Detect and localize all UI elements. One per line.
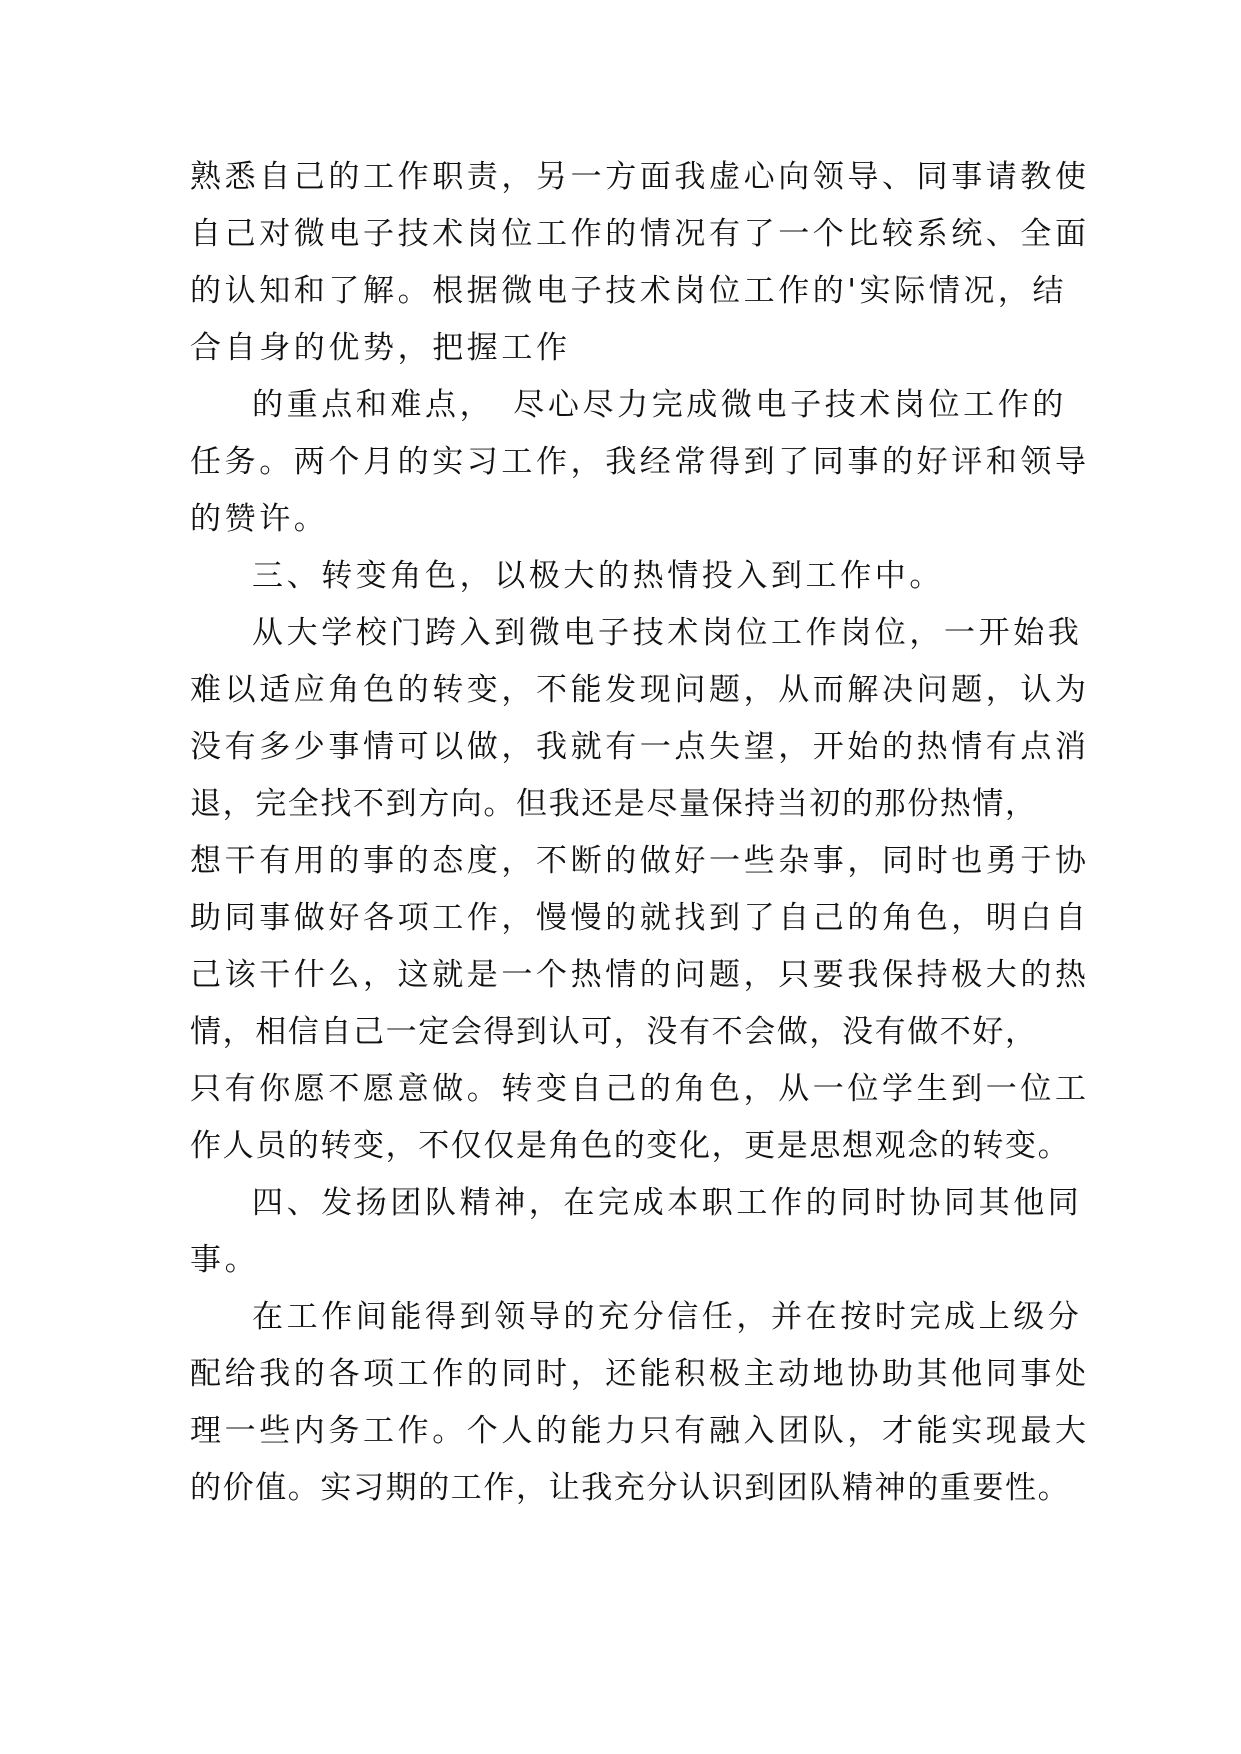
paragraph-line: 在工作间能得到领导的充分信任，并在按时完成上级分 [252, 1299, 1083, 1335]
body-text-line: 的认知和了解。根据微电子技术岗位工作的'实际情况，结 [190, 273, 1068, 309]
body-text-line: 退，完全找不到方向。但我还是尽量保持当初的那份热情， [190, 786, 1038, 822]
body-text-line: 配给我的各项工作的同时，还能积极主动地协助其他同事处 [190, 1356, 1090, 1392]
body-text-line: 情，相信自己一定会得到认可，没有不会做，没有做不好， [190, 1014, 1038, 1050]
paragraph-line: 从大学校门跨入到微电子技术岗位工作岗位，一开始我 [252, 615, 1083, 651]
body-text-line: 的赞许。 [190, 501, 329, 537]
body-text-line: 熟悉自己的工作职责，另一方面我虚心向领导、同事请教使 [190, 159, 1090, 195]
body-text-line: 只有你愿不愿意做。转变自己的角色，从一位学生到一位工 [190, 1071, 1090, 1107]
body-text-line: 己该干什么，这就是一个热情的问题，只要我保持极大的热 [190, 957, 1090, 993]
section-heading: 三、转变角色，以极大的热情投入到工作中。 [252, 558, 944, 594]
paragraph-line: 的重点和难点， 尽心尽力完成微电子技术岗位工作的 [252, 387, 1067, 423]
body-text-line: 作人员的转变，不仅仅是角色的变化，更是思想观念的转变。 [190, 1128, 1071, 1164]
body-text-line: 助同事做好各项工作，慢慢的就找到了自己的角色，明白自 [190, 900, 1090, 936]
body-text-line: 理一些内务工作。个人的能力只有融入团队，才能实现最大 [190, 1413, 1090, 1449]
body-text-line: 合自身的优势，把握工作 [190, 330, 571, 366]
body-text-line: 自己对微电子技术岗位工作的情况有了一个比较系统、全面 [190, 216, 1090, 252]
section-heading-continuation: 事。 [190, 1242, 260, 1278]
body-text-line: 想干有用的事的态度，不断的做好一些杂事，同时也勇于协 [190, 843, 1090, 879]
body-text-line: 难以适应角色的转变，不能发现问题，从而解决问题，认为 [190, 672, 1090, 708]
body-text-line: 没有多少事情可以做，我就有一点失望，开始的热情有点消 [190, 729, 1090, 765]
body-text-line: 任务。两个月的实习工作，我经常得到了同事的好评和领导 [190, 444, 1090, 480]
body-text-line: 的价值。实习期的工作，让我充分认识到团队精神的重要性。 [190, 1470, 1071, 1506]
section-heading: 四、发扬团队精神，在完成本职工作的同时协同其他同 [252, 1185, 1083, 1221]
